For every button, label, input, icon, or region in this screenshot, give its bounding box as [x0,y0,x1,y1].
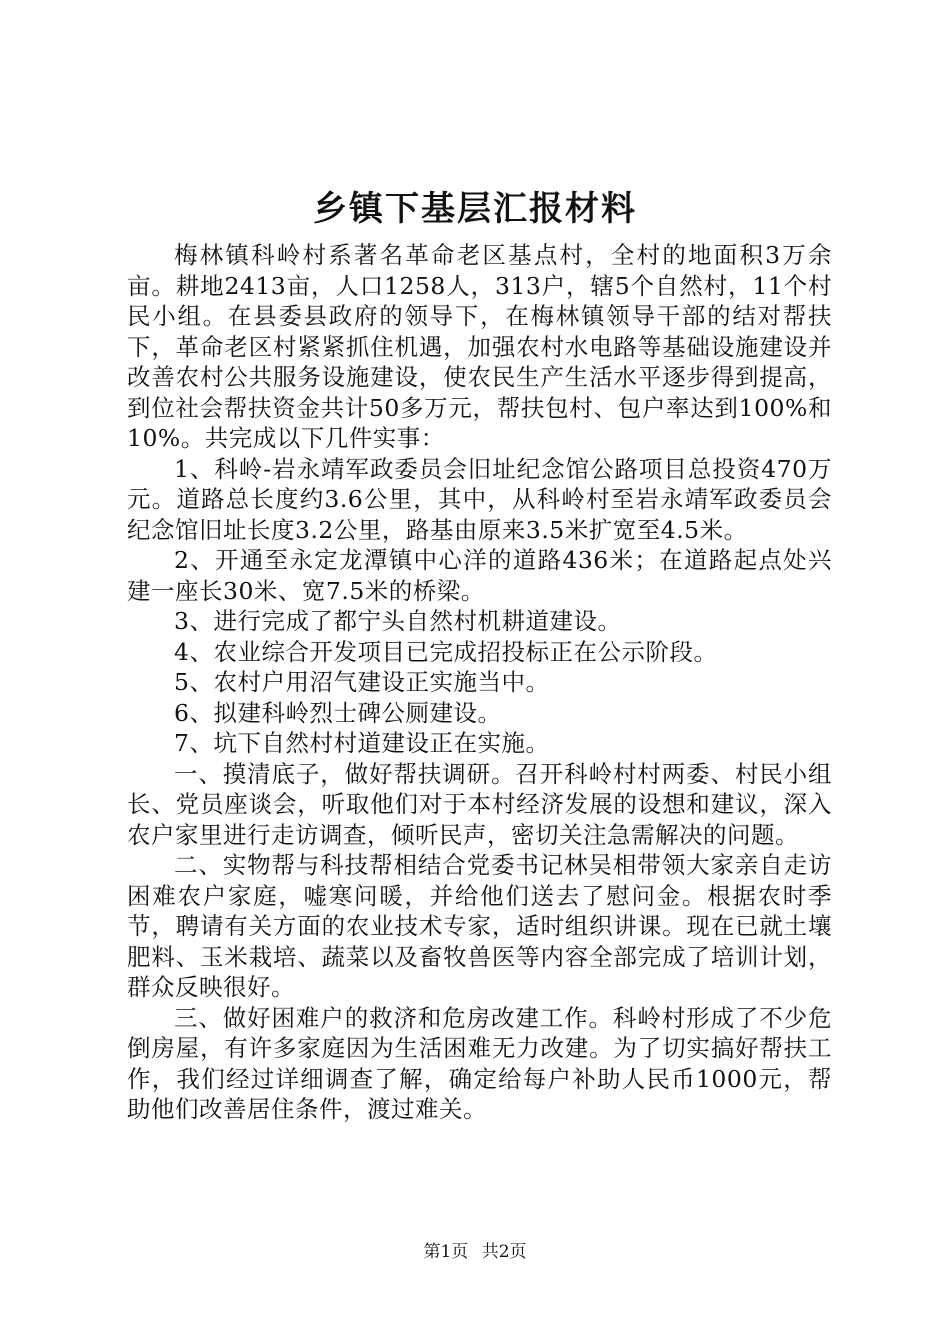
page-footer [0,1240,950,1264]
paragraph-item-3: 3、进行完成了都宁头自然村机耕道建设。 [174,607,622,635]
paragraph-item-6: 6、拟建科岭烈士碑公厕建设。 [174,698,502,727]
paragraph-section-1: 一、摸清底子，做好帮扶调研。召开科岭村村两委、村民小组长、党员座谈会，听取他们对于本村经济发展的设想和建议，深入农户家里进行走访调查，倾听民声，密切关注急需解决的问题。 [127,759,832,849]
page-total: 共2页 [481,1242,527,1262]
paragraph-item-4: 4、农业综合开发项目已完成招投标正在公示阶段。 [174,637,718,666]
paragraph-section-2: 二、实物帮与科技帮相结合党委书记林吴相带领大家亲自走访困难农户家庭，嘘寒问暖，并给他们送去了慰问金。根据农时季节，聘请有关方面的农业技术专家，适时组织讲课。现在已就土壤肥料、玉米栽培、蔬菜以及畜牧兽医等内容全部完成了培训计划，群众反映很好。 [127,851,832,1001]
paragraph-intro: 梅林镇科岭村系著名革命老区基点村，全村的地面积3万余亩。耕地2413亩，人口1258人，313户，辖5个自然村，11个村民小组。在县委县政府的领导下，在梅林镇领导干部的结对帮扶下，革命老区村紧紧抓住机遇，加强农村水电路等基础设施建设并改善农村公共服务设施建设，使农民生产生活水平逐步得到提高，到位社会帮扶资金共计50多万元，帮扶包村、包户率达到100%和10%。共完成以下几件实事： [127,241,832,452]
document-title: 乡镇下基层汇报材料 [313,189,637,229]
paragraph-section-3: 三、做好困难户的救济和危房改建工作。科岭村形成了不少危倒房屋，有许多家庭因为生活困难无力改建。为了切实搞好帮扶工作，我们经过详细调查了解，确定给每户补助人民币1000元，帮助他们改善居住条件，渡过难关。 [127,1003,832,1123]
paragraph-item-2: 2、开通至永定龙潭镇中心洋的道路436米；在道路起点处兴建一座长30米、宽7.5米的桥梁。 [127,546,832,605]
document-body [127,240,832,1125]
paragraph-item-7: 7、坑下自然村村道建设正在实施。 [174,729,550,757]
paragraph-item-1: 1、科岭-岩永靖军政委员会旧址纪念馆公路项目总投资470万元。道路总长度约3.6公里，其中，从科岭村至岩永靖军政委员会纪念馆旧址长度3.2公里，路基由原来3.5米扩宽至4.5米。 [127,454,832,544]
page-number: 第1页 [423,1242,469,1262]
paragraph-item-5: 5、农村户用沼气建设正实施当中。 [174,668,550,696]
